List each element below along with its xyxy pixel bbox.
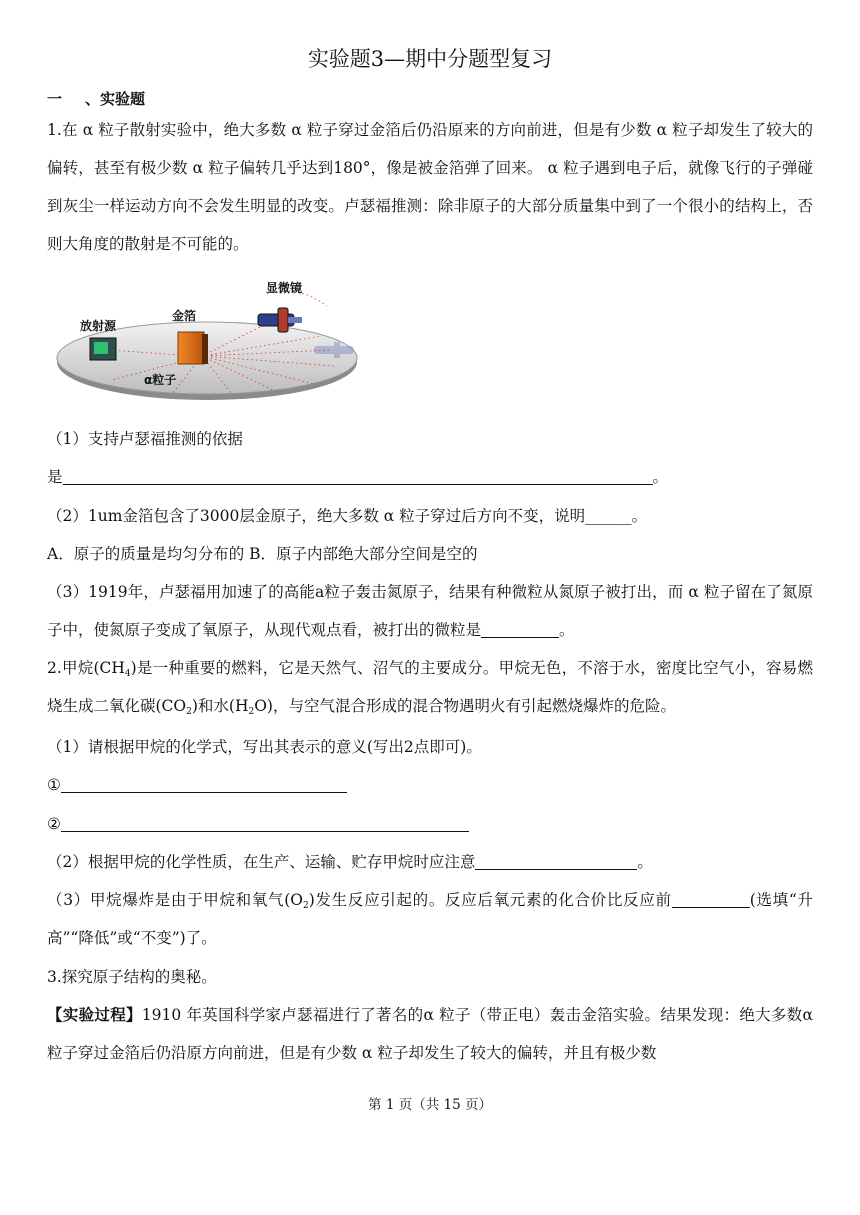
q1-options: A．原子的质量是均匀分布的 B．原子内部绝大部分空间是空的 (47, 545, 478, 563)
section-label: 、实验题 (85, 90, 146, 108)
page-footer: 第 1 页（共 15 页） (368, 1097, 492, 1113)
q1-stem: 1.在 α 粒子散射实验中，绝大多数 α 粒子穿过金箔后仍沿原来的方向前进，但是有少数 α 粒子却发生了较大的偏转，甚至有极少数 α 粒子偏转几乎达到180°，像是被金箔弹了回来。 α 粒子遇到电子后，就像飞行的子弹碰到灰尘一样运动方向不会发生明显的改变。卢瑟福推测：除非原子的大部分质量集中到了一个很小的结构上，否则大角度的散射是不可能的。 (47, 121, 813, 253)
q3-text: 【实验过程】1910 年英国科学家卢瑟福进行了著名的α 粒子（带正电）轰击金箔实验。结果发现：绝大多数α 粒子穿过金箔后仍沿原方向前进，但是有少数 α 粒子却发生了较大的偏转，并且有极少数 (47, 1005, 813, 1062)
q2-part1: （1）请根据甲烷的化学式，写出其表示的意义(写出2点即可)。 (47, 738, 482, 756)
label-microscope: 显微镜 (266, 281, 303, 295)
q1-part1-prompt: （1）支持卢瑟福推测的依据 (47, 430, 243, 448)
q2-answer-1: ① (47, 773, 347, 797)
q2-part2-blank[interactable] (475, 851, 637, 870)
section-number: 一 (47, 90, 63, 108)
q3-tag: 【实验过程】 (47, 1005, 142, 1024)
label-foil: 金箔 (172, 309, 197, 323)
alpha-scattering-figure (52, 276, 372, 402)
label-alpha: α粒子 (144, 373, 177, 387)
q1-part3: （3）1919年，卢瑟福用加速了的高能a粒子轰击氮原子，结果有种微粒从氮原子被打出，而 α 粒子留在了氮原子中，使氮原子变成了氧原子，从现代观点看，被打出的微粒是 。 (47, 583, 813, 639)
page-title: 实验题3—期中分题型复习 (307, 47, 553, 71)
q2-blank-1[interactable] (61, 774, 347, 793)
q1-part2: （2）1um金箔包含了3000层金原子，绝大多数 α 粒子穿过后方向不变，说明______。 (47, 507, 648, 525)
q3-title: 3.探究原子结构的奥秘。 (47, 968, 217, 986)
q2-stem: 2.甲烷$(CH_4)$是一种重要的燃料，它是天然气、沼气的主要成分。甲烷无色，不溶于水，密度比空气小，容易燃烧生成二氧化碳$(CO_2)$和水$(H_2O)$，与空气混合形成的混合物遇明火有引起燃烧爆炸的危险。 (47, 659, 813, 717)
q2-part2: （2）根据甲烷的化学性质，在生产、运输、贮存甲烷时应注意 。 (47, 853, 653, 871)
section-heading (47, 88, 145, 109)
q2-part3-blank[interactable] (672, 889, 750, 908)
q2-blank-2[interactable] (61, 813, 469, 832)
q1-part3-blank[interactable] (481, 619, 559, 638)
q1-part1-answer-line: 是 。 (47, 468, 669, 486)
q1-part1-blank[interactable] (63, 466, 653, 485)
gold-foil (178, 332, 204, 364)
label-source: 放射源 (80, 319, 117, 333)
q2-part3: （3）甲烷爆炸是由于甲烷和氧气$(O_2)$发生反应引起的。反应后氧元素的化合价比反应前 (选填“升高”“降低”或“不变”)了。 (47, 891, 813, 947)
q2-answer-2: ② (47, 812, 469, 836)
